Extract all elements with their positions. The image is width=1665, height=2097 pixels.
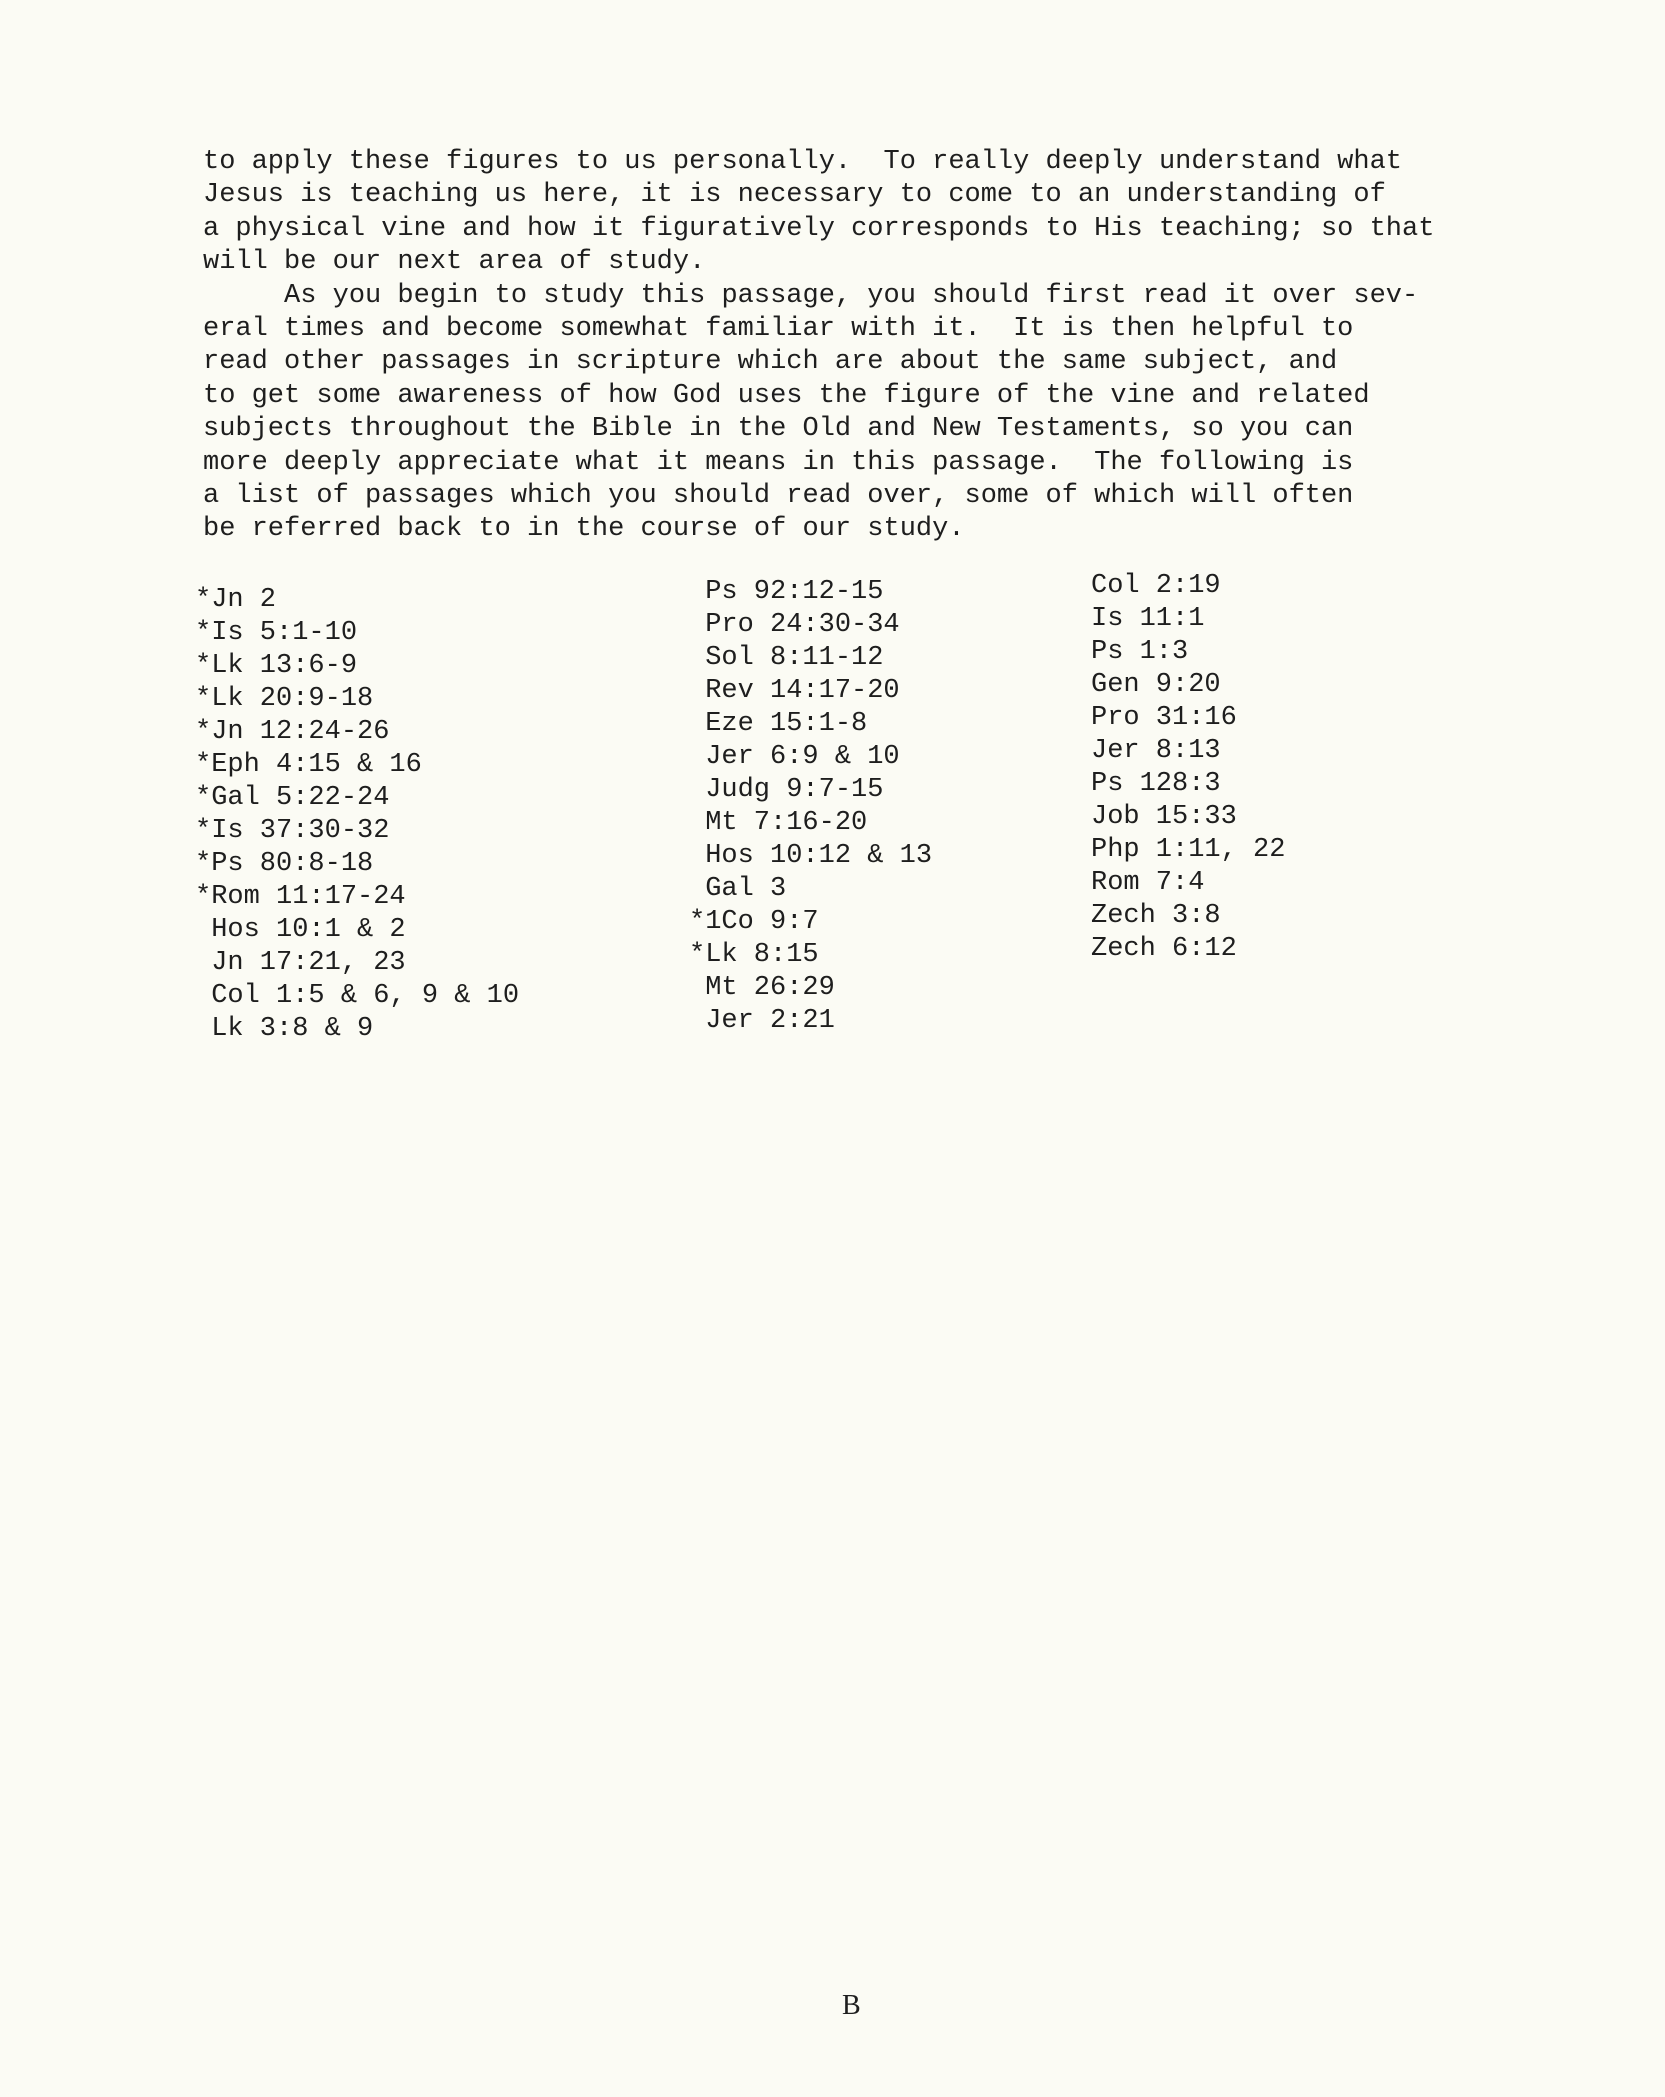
passage-reference: Eze 15:1-8: [689, 709, 868, 739]
passage-reference: Rom 7:4: [1091, 868, 1205, 898]
paragraph-line: will be our next area of study.: [203, 247, 706, 278]
passage-reference: *Eph 4:15 & 16: [195, 750, 422, 780]
passage-reference: Is 11:1: [1091, 604, 1205, 634]
passage-reference: *Gal 5:22-24: [195, 783, 390, 813]
paragraph-line: a physical vine and how it figuratively corresponds to His teaching; so that: [203, 213, 1435, 244]
passage-reference: Job 15:33: [1091, 802, 1237, 832]
passage-reference: *Is 5:1-10: [195, 618, 358, 648]
passage-reference: Rev 14:17-20: [689, 676, 900, 706]
passage-reference: Sol 8:11-12: [689, 643, 884, 673]
passage-reference: Ps 128:3: [1091, 769, 1221, 799]
passage-reference: *Lk 20:9-18: [195, 684, 374, 714]
passage-reference: Mt 7:16-20: [689, 808, 868, 838]
passage-reference: *Jn 12:24-26: [195, 717, 390, 747]
passage-reference: Gen 9:20: [1091, 670, 1221, 700]
paragraph-line: eral times and become somewhat familiar with it. It is then helpful to: [203, 313, 1354, 344]
passage-reference: *Lk 13:6-9: [195, 651, 358, 681]
passage-reference: Pro 31:16: [1091, 703, 1237, 733]
body-paragraph: [203, 146, 1503, 547]
paragraph-line: to apply these figures to us personally. To really deeply understand what: [203, 147, 1402, 177]
paragraph-line: more deeply appreciate what it means in this passage. The following is: [203, 447, 1354, 478]
passage-reference: *Is 37:30-32: [195, 816, 390, 846]
passage-reference: Col 1:5 & 6, 9 & 10: [195, 981, 520, 1011]
passage-reference: Hos 10:12 & 13: [689, 841, 933, 871]
passage-reference: Mt 26:29: [689, 973, 835, 1003]
passage-reference: *Ps 80:8-18: [195, 849, 374, 879]
passage-reference: Gal 3: [689, 874, 787, 904]
passage-reference: Jer 2:21: [689, 1006, 835, 1036]
passage-list-column-3: [1091, 570, 1285, 966]
paragraph-line: read other passages in scripture which are about the same subject, and: [203, 347, 1338, 378]
paragraph-line: subjects throughout the Bible in the Old and New Testaments, so you can: [203, 414, 1354, 445]
passage-list-column-2: [689, 576, 932, 1038]
passage-reference: Php 1:11, 22: [1091, 835, 1286, 865]
paragraph-line: Jesus is teaching us here, it is necessary to come to an understanding of: [203, 180, 1386, 211]
passage-reference: Lk 3:8 & 9: [195, 1014, 374, 1044]
passage-reference: Jn 17:21, 23: [195, 948, 406, 978]
passage-reference: Ps 92:12-15: [689, 577, 884, 607]
passage-reference: Jer 8:13: [1091, 736, 1221, 766]
paragraph-line: be referred back to in the course of our study.: [203, 514, 965, 545]
paragraph-line: to get some awareness of how God uses the figure of the vine and related: [203, 380, 1370, 411]
passage-reference: Hos 10:1 & 2: [195, 915, 406, 945]
passage-reference: *Jn 2: [195, 585, 277, 615]
passage-reference: *1Co 9:7: [689, 907, 819, 937]
passage-reference: *Rom 11:17-24: [195, 882, 406, 912]
passage-reference: Judg 9:7-15: [689, 775, 884, 805]
passage-reference: Zech 6:12: [1091, 934, 1237, 964]
page-number: B: [842, 1990, 861, 2021]
passage-reference: *Lk 8:15: [689, 940, 819, 970]
passage-list-column-1: [195, 584, 519, 1046]
passage-reference: Pro 24:30-34: [689, 610, 900, 640]
passage-reference: Col 2:19: [1091, 571, 1221, 601]
passage-reference: Jer 6:9 & 10: [689, 742, 900, 772]
passage-reference: Zech 3:8: [1091, 901, 1221, 931]
passage-reference: Ps 1:3: [1091, 637, 1189, 667]
paragraph-line: a list of passages which you should read over, some of which will often: [203, 480, 1354, 511]
paragraph-line: As you begin to study this passage, you should first read it over sev-: [203, 280, 1419, 311]
